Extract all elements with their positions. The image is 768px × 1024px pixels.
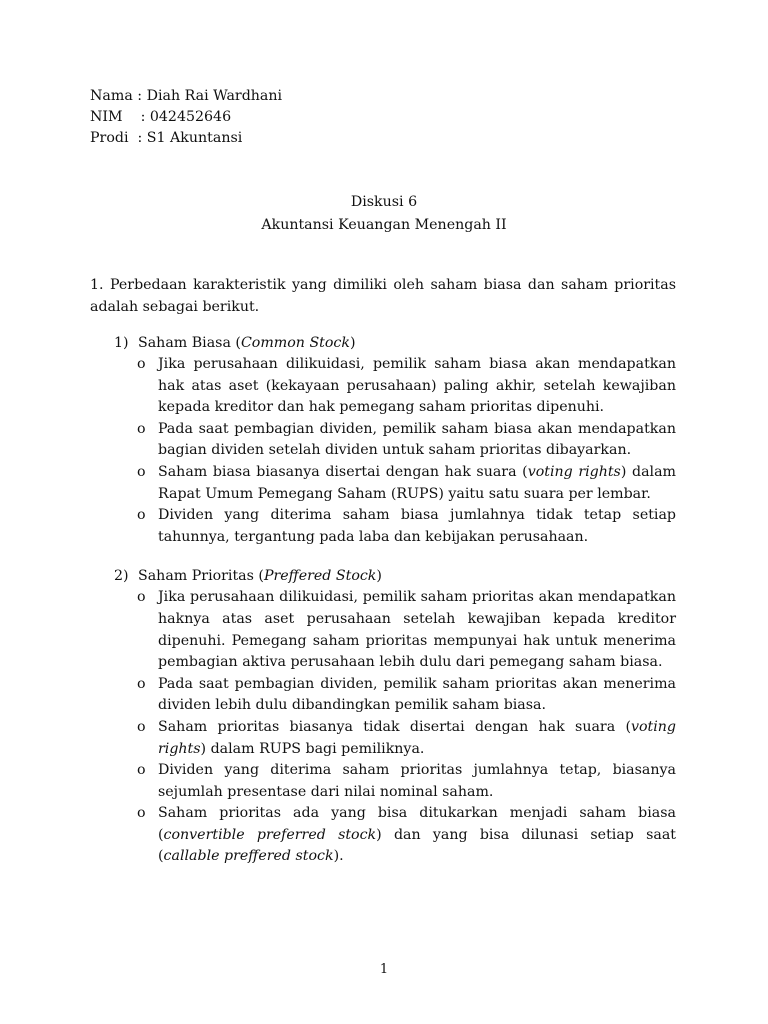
bullet-text: Saham prioritas ada yang bisa ditukarkan menjadi saham biasa ( (158, 805, 676, 843)
title-line-1: Diskusi 6 (350, 194, 418, 210)
bullet-icon: o (137, 762, 146, 779)
bullet-text: Saham prioritas biasanya tidak disertai dengan hak suara ( (158, 718, 631, 735)
student-identity (90, 86, 282, 149)
name-row: Nama : Diah Rai Wardhani (90, 88, 283, 104)
section-title: Saham Biasa ( (138, 335, 241, 351)
bullet-icon: o (137, 356, 146, 372)
bullet-text-italic: callable preffered stock (163, 848, 334, 865)
title-line-2: Akuntansi Keuangan Menengah II (261, 217, 507, 233)
list-item (90, 419, 676, 462)
section-preferred-stock (90, 565, 676, 868)
bullet-icon: o (137, 805, 146, 822)
list-item (90, 803, 676, 868)
list-item (90, 717, 676, 760)
document-title (0, 191, 768, 237)
section-title-end: ) (376, 568, 382, 585)
bullet-icon: o (137, 463, 146, 480)
bullet-text: Jika perusahaan dilikuidasi, pemilik saham biasa akan mendapatkan hak atas aset (kekayaan perusahaan) paling akhir, setelah kewajiban kepada kreditor dan hak pemegang saham prioritas dipenuhi. (158, 356, 676, 416)
bullet-text: Pada saat pembagian dividen, pemilik saham biasa akan mendapatkan bagian dividen setelah dividen untuk saham prioritas dibayarkan. (158, 420, 676, 459)
bullet-text: ) dalam Rapat Umum Pemegang Saham (RUPS) yaitu satu suara per lembar. (158, 463, 676, 502)
bullet-text: Dividen yang diterima saham prioritas jumlahnya tetap, biasanya sejumlah presentase dari nilai nominal saham. (158, 762, 676, 800)
bullet-icon: o (137, 507, 146, 524)
bullet-text-italic: convertible preferred stock (163, 826, 377, 843)
section-title-italic: Common Stock (240, 335, 350, 351)
bullet-text: ) dan yang bisa dilunasi setiap saat ( (158, 826, 677, 865)
list-item (90, 760, 676, 803)
section-title: Saham Prioritas ( (138, 568, 264, 585)
list-item (90, 505, 676, 548)
list-item (90, 674, 676, 717)
bullet-icon: o (137, 718, 146, 735)
section-number: 1) (114, 335, 129, 351)
bullet-text: Pada saat pembagian dividen, pemilik saham prioritas akan menerima dividen lebih dulu dibandingkan pemilik saham biasa. (158, 675, 676, 714)
page-number: 1 (379, 962, 389, 977)
prodi-row: Prodi : S1 Akuntansi (90, 130, 243, 146)
section-title-end: ) (349, 335, 356, 351)
bullet-list (90, 587, 676, 868)
list-item (90, 587, 676, 673)
bullet-text: Jika perusahaan dilikuidasi, pemilik saham prioritas akan mendapatkan haknya atas aset perusahaan setelah kewajiban kepada kreditor dipenuhi. Pemegang saham prioritas mempunyai hak untuk menerima pembagian aktiva perusahaan lebih dulu dari pemegang saham biasa. (158, 589, 676, 671)
section-common-stock (90, 332, 676, 548)
bullet-text: ). (333, 848, 344, 865)
bullet-icon: o (137, 675, 146, 692)
bullet-text-italic: voting rights (527, 463, 621, 480)
bullet-icon: o (137, 420, 146, 437)
bullet-icon: o (137, 589, 146, 606)
list-item (90, 354, 676, 419)
document-body (90, 274, 676, 868)
nim-row: NIM : 042452646 (90, 109, 232, 125)
bullet-text: ) dalam RUPS bagi pemiliknya. (200, 740, 425, 757)
bullet-text: Dividen yang diterima saham biasa jumlahnya tidak tetap setiap tahunnya, tergantung pada laba dan kebijakan perusahaan. (158, 507, 676, 545)
intro-paragraph: 1. Perbedaan karakteristik yang dimiliki oleh saham biasa dan saham prioritas adalah sebagai berikut. (90, 277, 676, 315)
section-heading (114, 565, 676, 587)
section-number: 2) (114, 568, 129, 585)
bullet-text: Saham biasa biasanya disertai dengan hak suara ( (158, 463, 528, 480)
bullet-text-italic: voting rights (158, 718, 676, 757)
section-heading (114, 332, 676, 354)
section-title-italic: Preffered Stock (263, 568, 377, 585)
list-item (90, 462, 676, 505)
bullet-list (90, 354, 676, 548)
